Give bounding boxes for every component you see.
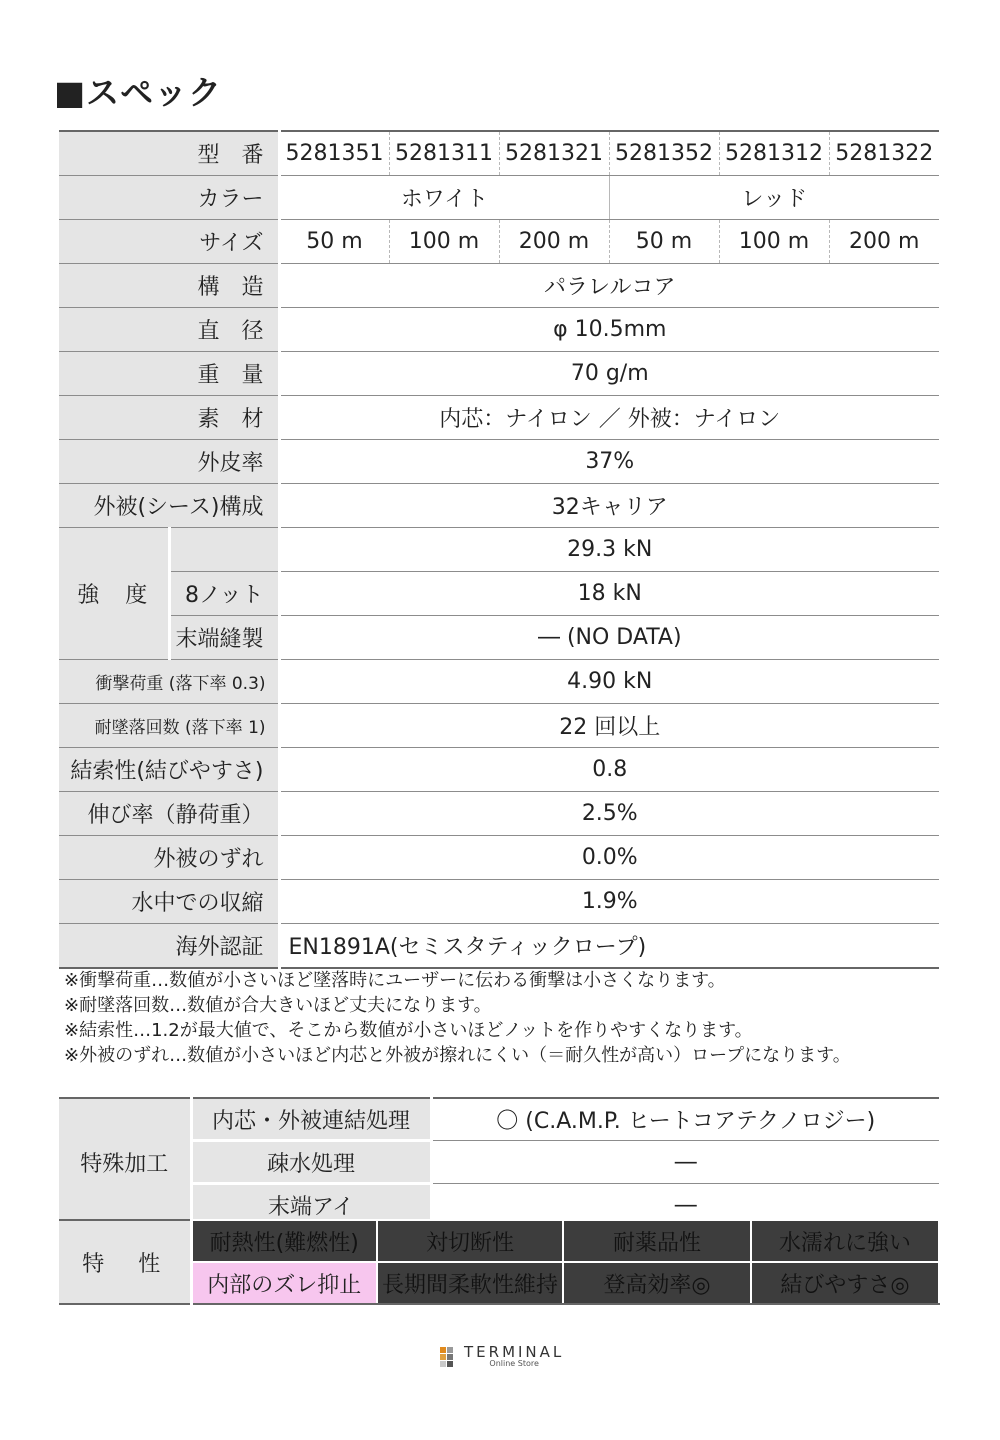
cert-value: EN1891A(セミスタティックロープ) xyxy=(279,924,939,969)
notes xyxy=(64,968,851,1068)
processing-label: 特殊加工 xyxy=(59,1098,191,1227)
spec-label: 水中での収縮 xyxy=(59,880,279,924)
spec-value: 4.90 kN xyxy=(279,660,939,704)
spec-label: 結索性(結びやすさ) xyxy=(59,748,279,792)
size-label: サイズ xyxy=(59,220,279,264)
processing-item: 末端アイ xyxy=(191,1184,431,1227)
spec-label: 重 量 xyxy=(59,352,279,396)
feature-cell: 水濡れに強い xyxy=(751,1220,939,1262)
store-logo xyxy=(440,1345,564,1368)
color-value: レッド xyxy=(609,176,939,220)
feature-cell: 耐熱性(難燃性) xyxy=(191,1220,377,1262)
feature-cell: 長期間柔軟性維持 xyxy=(377,1262,563,1304)
logo-mark-icon xyxy=(440,1347,460,1367)
model-label: 型 番 xyxy=(59,131,279,176)
spec-label: 構 造 xyxy=(59,264,279,308)
processing-value: ― xyxy=(431,1184,939,1227)
size-value: 200 m xyxy=(499,220,609,264)
spec-label: 耐墜落回数 (落下率 1) xyxy=(59,704,279,748)
features-label: 特 性 xyxy=(59,1220,191,1304)
spec-value: 0.8 xyxy=(279,748,939,792)
model-number: 5281352 xyxy=(609,131,719,176)
strength-sublabel: 8ノット xyxy=(169,572,279,616)
spec-value: 37% xyxy=(279,440,939,484)
spec-value: 32キャリア xyxy=(279,484,939,528)
size-value: 100 m xyxy=(719,220,829,264)
spec-value: 1.9% xyxy=(279,880,939,924)
strength-label: 強 度 xyxy=(59,528,169,660)
strength-value: 29.3 kN xyxy=(279,528,939,572)
spec-label: 外被のずれ xyxy=(59,836,279,880)
spec-label: 伸び率（静荷重） xyxy=(59,792,279,836)
cert-label: 海外認証 xyxy=(59,924,279,969)
strength-value: 18 kN xyxy=(279,572,939,616)
model-number: 5281321 xyxy=(499,131,609,176)
feature-cell-highlight: 内部のズレ抑止 xyxy=(191,1262,377,1304)
spec-table xyxy=(59,130,939,969)
note-item: ※結索性…1.2が最大値で、そこから数値が小さいほどノットを作りやすくなります。 xyxy=(64,1020,753,1041)
model-number: 5281311 xyxy=(389,131,499,176)
processing-item: 疎水処理 xyxy=(191,1141,431,1184)
spec-value: 2.5% xyxy=(279,792,939,836)
spec-label: 衝撃荷重 (落下率 0.3) xyxy=(59,660,279,704)
size-value: 200 m xyxy=(829,220,939,264)
spec-label: 直 径 xyxy=(59,308,279,352)
spec-label: 外皮率 xyxy=(59,440,279,484)
strength-sublabel xyxy=(169,528,279,572)
note-item: ※外被のずれ…数値が小さいほど内芯と外被が擦れにくい（＝耐久性が高い）ロープになります。 xyxy=(64,1045,851,1066)
spec-label: 素 材 xyxy=(59,396,279,440)
processing-table xyxy=(59,1097,939,1228)
processing-item: 内芯・外被連結処理 xyxy=(191,1098,431,1141)
logo-name: TERMINAL xyxy=(464,1343,565,1361)
processing-value: ― xyxy=(431,1141,939,1184)
size-value: 100 m xyxy=(389,220,499,264)
size-value: 50 m xyxy=(279,220,389,264)
model-number: 5281322 xyxy=(829,131,939,176)
spec-value: φ 10.5mm xyxy=(279,308,939,352)
spec-value: 70 g/m xyxy=(279,352,939,396)
feature-cell: 対切断性 xyxy=(377,1220,563,1262)
spec-value: 内芯：ナイロン ／ 外被：ナイロン xyxy=(279,396,939,440)
feature-cell: 登高効率◎ xyxy=(563,1262,751,1304)
section-title: ■スペック xyxy=(54,72,223,112)
color-value: ホワイト xyxy=(279,176,609,220)
model-number: 5281351 xyxy=(279,131,389,176)
model-number: 5281312 xyxy=(719,131,829,176)
color-label: カラー xyxy=(59,176,279,220)
note-item: ※耐墜落回数…数値が合大きいほど丈夫になります。 xyxy=(64,995,492,1016)
page-title xyxy=(54,66,222,114)
features-table xyxy=(59,1219,940,1305)
strength-sublabel: 末端縫製 xyxy=(169,616,279,660)
size-value: 50 m xyxy=(609,220,719,264)
strength-value: ― (NO DATA) xyxy=(279,616,939,660)
feature-cell: 耐薬品性 xyxy=(563,1220,751,1262)
logo-sub: Online Store xyxy=(489,1359,539,1368)
spec-value: パラレルコア xyxy=(279,264,939,308)
note-item: ※衝撃荷重…数値が小さいほど墜落時にユーザーに伝わる衝撃は小さくなります。 xyxy=(64,970,726,991)
spec-label: 外被(シース)構成 xyxy=(59,484,279,528)
spec-value: 0.0% xyxy=(279,836,939,880)
processing-value: 〇 (C.A.M.P. ヒートコアテクノロジー) xyxy=(431,1098,939,1141)
spec-value: 22 回以上 xyxy=(279,704,939,748)
feature-cell: 結びやすさ◎ xyxy=(751,1262,939,1304)
